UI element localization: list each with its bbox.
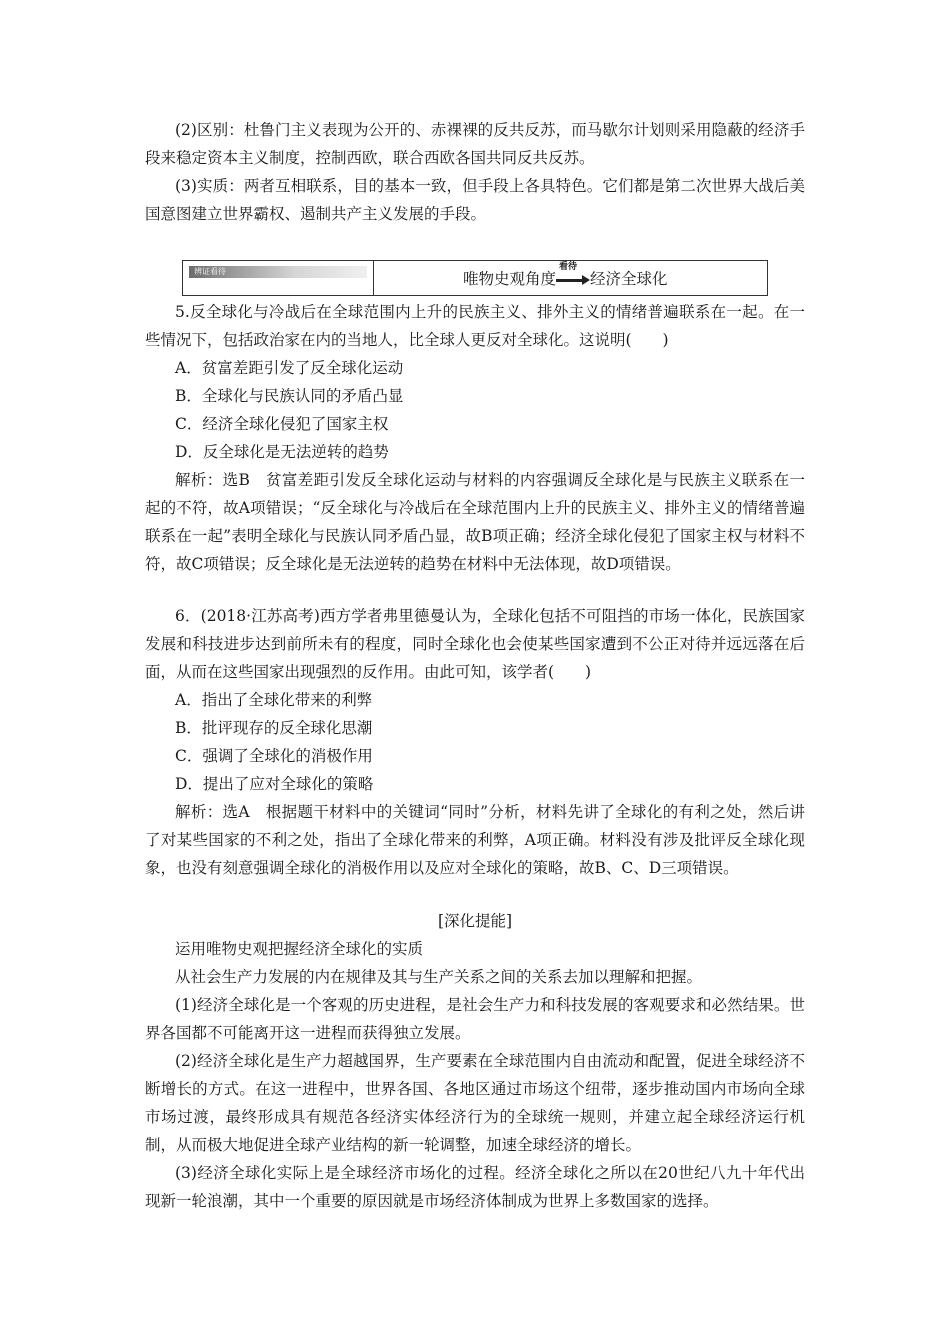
deepen-point-2: (2)经济全球化是生产力超越国界，生产要素在全球范围内自由流动和配置，促进全球经济不断增长的方式。在这一进程中，世界各国、各地区通过市场这个纽带，逐步推动国内市场向全球市场过渡，最终形成具有规范各经济实体经济行为的全球统一规则，并建立起全球经济运行机制，从而极大地促进全球产业结构的新一轮调整，加速全球经济的增长。 <box>145 1052 805 1154</box>
banner-title <box>463 262 668 290</box>
q5-stem: 5.反全球化与冷战后在全球范围内上升的民族主义、排外主义的情绪普遍联系在一起。在一些情况下，包括政治家在内的当地人，比全球人更反对全球化。这说明( ) <box>145 303 805 349</box>
q6-option-c: C．强调了全球化的消极作用 <box>175 747 373 765</box>
right-arrow-icon <box>556 262 590 290</box>
q6-stem: 6．(2018·江苏高考)西方学者弗里德曼认为，全球化包括不可阻挡的市场一体化，民族国家发展和科技进步达到前所未有的程度，同时全球化也会使某些国家遭到不公正对待并远远落在后面，从而在这些国家出现强烈的反作用。由此可知，该学者( ) <box>145 607 805 681</box>
deepen-heading: [深化提能] <box>437 912 513 930</box>
q5-option-c: C．经济全球化侵犯了国家主权 <box>175 415 389 433</box>
q5-analysis: 解析：选B 贫富差距引发反全球化运动与材料的内容强调反全球化是与民族主义联系在一起的不符，故A项错误；“反全球化与冷战后在全球范围内上升的民族主义、排外主义的情绪普遍联系在一起”表明全球化与民族认同矛盾凸显，故B项正确；经济全球化侵犯了国家主权与材料不符，故C项错误；反全球化是无法逆转的趋势在材料中无法体现，故D项错误。 <box>145 471 805 573</box>
q5-option-d: D．反全球化是无法逆转的趋势 <box>175 443 389 461</box>
banner-tag <box>189 266 367 278</box>
deepen-subtitle: 运用唯物史观把握经济全球化的实质 <box>175 940 424 958</box>
q6-analysis: 解析：选A 根据题干材料中的关键词“同时”分析，材料先讲了全球化的有利之处，然后讲了对某些国家的不利之处，指出了全球化带来的利弊，A项正确。材料没有涉及批评反全球化现象，也没有刻意强调全球化的消极作用以及应对全球化的策略，故B、C、D三项错误。 <box>145 803 805 877</box>
paragraph-essence: (3)实质：两者互相联系，目的基本一致，但手段上各具特色。它们都是第二次世界大战后美国意图建立世界霸权、遏制共产主义发展的手段。 <box>145 177 805 223</box>
deepen-point-3: (3)经济全球化实际上是全球经济市场化的过程。经济全球化之所以在20世纪八九十年代出现新一轮浪潮，其中一个重要的原因就是市场经济体制成为世界上多数国家的选择。 <box>145 1164 805 1210</box>
paragraph-difference: (2)区别：杜鲁门主义表现为公开的、赤裸裸的反共反苏，而马歇尔计划则采用隐蔽的经济手段来稳定资本主义制度，控制西欧，联合西欧各国共同反共反苏。 <box>145 121 805 167</box>
banner-left-text: 唯物史观角度 <box>463 270 557 288</box>
q6-option-a: A．指出了全球化带来的利弊 <box>175 691 373 709</box>
arrow-label: 看待 <box>559 262 578 272</box>
q5-option-b: B．全球化与民族认同的矛盾凸显 <box>175 387 404 405</box>
banner-divider <box>373 261 374 295</box>
q5-option-a: A．贫富差距引发了反全球化运动 <box>175 359 404 377</box>
q6-option-d: D．提出了应对全球化的策略 <box>175 775 374 793</box>
topic-banner <box>182 260 768 296</box>
banner-right-text: 经济全球化 <box>590 270 668 288</box>
deepen-point-1: (1)经济全球化是一个客观的历史进程，是社会生产力和科技发展的客观要求和必然结果。世界各国都不可能离开这一进程而获得独立发展。 <box>145 996 805 1042</box>
banner-tag-label: 辨证看待 <box>194 267 226 276</box>
q6-option-b: B．批评现存的反全球化思潮 <box>175 719 373 737</box>
deepen-intro: 从社会生产力发展的内在规律及其与生产关系之间的关系去加以理解和把握。 <box>175 968 703 986</box>
